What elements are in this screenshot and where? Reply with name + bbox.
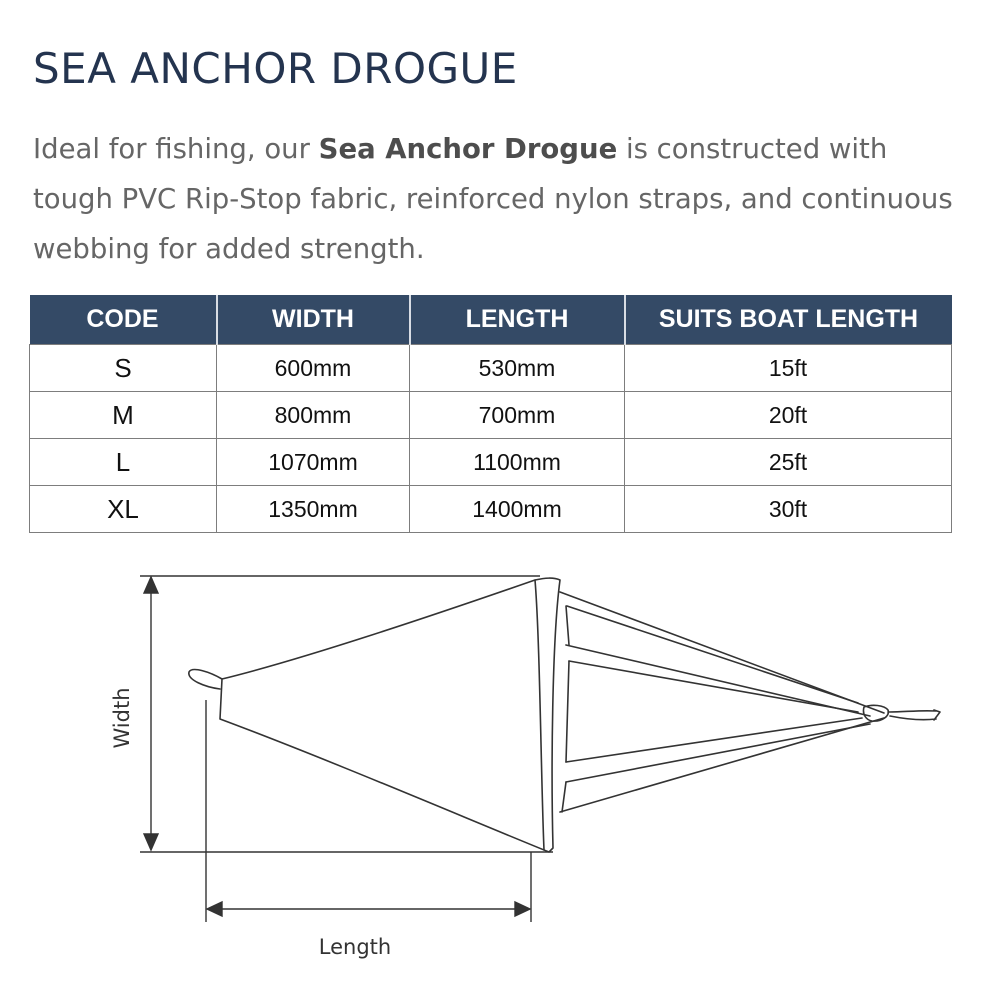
product-title: SEA ANCHOR DROGUE [33,44,518,93]
drogue-strap [567,606,858,703]
product-description [33,124,963,274]
size-code: S [30,345,217,392]
width-value: 800mm [217,392,410,439]
length-value: 530mm [410,345,625,392]
size-code: L [30,439,217,486]
width-value: 600mm [217,345,410,392]
drogue-panel-line [566,606,569,645]
table-row [30,345,952,392]
drogue-seam [535,580,544,850]
drogue-strap [566,718,862,762]
table-header-row [30,295,952,345]
width-value: 1070mm [217,439,410,486]
length-arrow-right [515,902,530,916]
drogue-dimension-diagram [0,555,1001,1001]
length-arrow-left [207,902,222,916]
width-label: Width [110,687,134,749]
length-value: 1400mm [410,486,625,533]
width-arrow-top [144,577,158,593]
width-value: 1350mm [217,486,410,533]
length-value: 1100mm [410,439,625,486]
drogue-panel-line [562,782,566,812]
boat-length-value: 30ft [625,486,952,533]
size-code: M [30,392,217,439]
boat-length-value: 15ft [625,345,952,392]
length-value: 700mm [410,392,625,439]
description-product-name: Sea Anchor Drogue [318,133,618,165]
drogue-strap [566,724,870,782]
header-length: LENGTH [410,295,625,345]
drogue-panel-line [566,661,569,762]
size-spec-table [29,295,952,533]
table-row [30,392,952,439]
width-arrow-bottom [144,834,158,850]
drogue-rope-tail [888,710,940,720]
header-suits-boat-length: SUITS BOAT LENGTH [625,295,952,345]
header-code: CODE [30,295,217,345]
drogue-cone-outline [220,578,560,852]
length-label: Length [318,935,392,959]
size-code: XL [30,486,217,533]
description-suffix: is constructed with tough PVC Rip-Stop fabric, reinforced nylon straps, and continuous webbing for added strength. [33,133,953,265]
boat-length-value: 20ft [625,392,952,439]
drogue-nose-tab [189,670,222,689]
table-row [30,486,952,533]
header-width: WIDTH [217,295,410,345]
boat-length-value: 25ft [625,439,952,486]
table-row [30,439,952,486]
description-prefix: Ideal for fishing, our [33,133,319,165]
drogue-strap [560,718,884,812]
